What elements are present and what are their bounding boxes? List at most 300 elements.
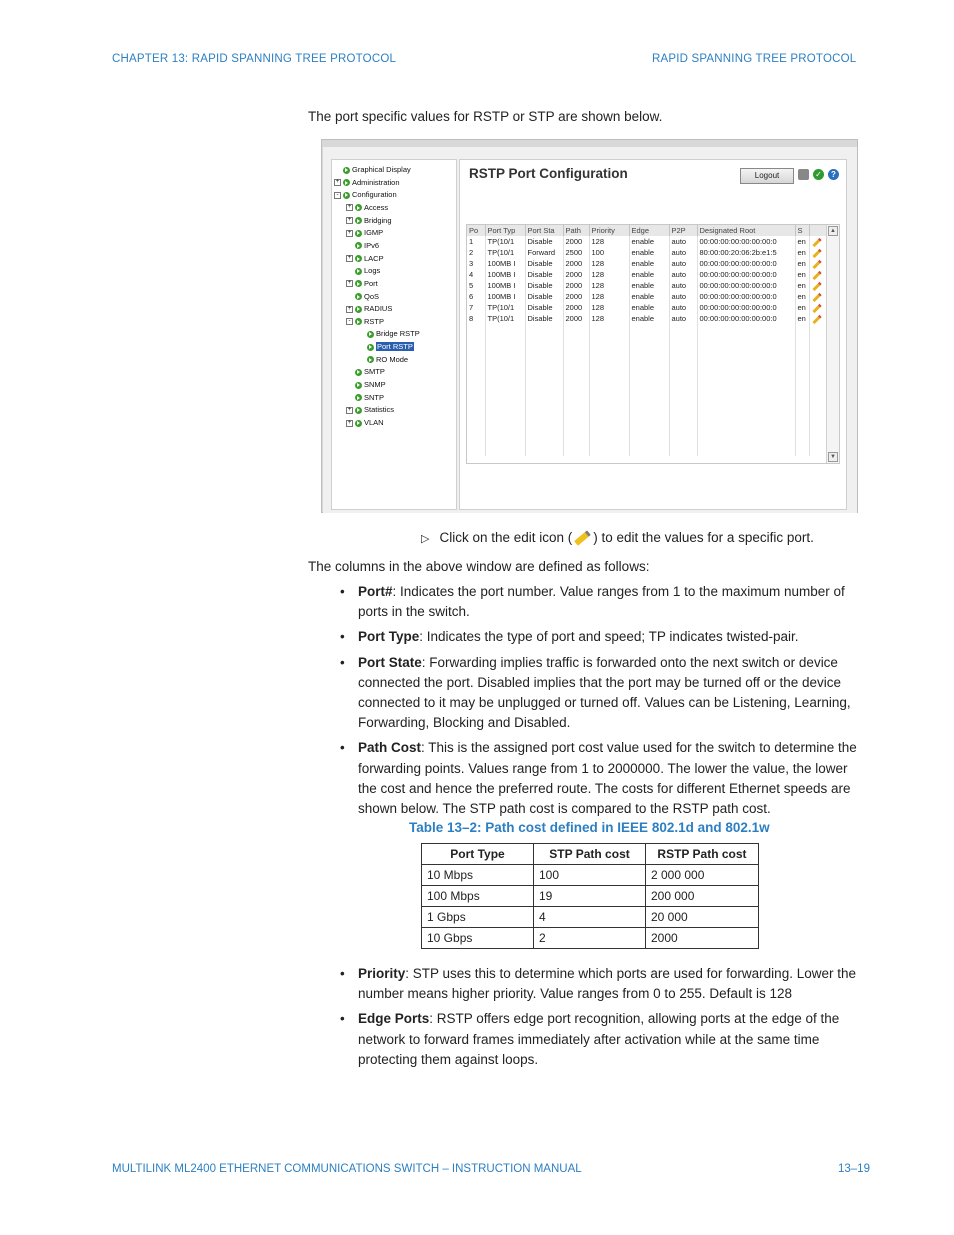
nav-item[interactable] (346, 417, 384, 428)
empty-cell (563, 434, 589, 445)
nav-item[interactable] (346, 366, 385, 377)
empty-cell (795, 379, 809, 390)
table-cell: Disable (525, 302, 563, 313)
empty-cell (795, 390, 809, 401)
table-cell: 00:00:00:00:00:00:00:0 (697, 302, 795, 313)
expand-toggle-icon[interactable]: + (347, 280, 352, 287)
empty-cell (563, 401, 589, 412)
arrow-circle-icon (355, 242, 362, 249)
nav-item-label: RSTP (364, 316, 385, 326)
edit-icon[interactable] (812, 259, 821, 268)
table-cell: TP(10/1 (485, 313, 525, 324)
table-cell: en (795, 302, 809, 313)
edit-icon[interactable] (812, 292, 821, 301)
nav-item[interactable] (358, 354, 408, 365)
empty-cell (589, 401, 629, 412)
nav-item[interactable] (346, 215, 392, 226)
list-item (340, 582, 870, 622)
empty-row (467, 412, 827, 423)
empty-cell (697, 412, 795, 423)
nav-item[interactable] (358, 328, 420, 339)
nav-item-label: SMTP (364, 367, 385, 377)
rstp-port-config-screenshot (321, 139, 858, 513)
empty-cell (629, 390, 669, 401)
empty-cell (795, 368, 809, 379)
empty-cell (697, 423, 795, 434)
edit-icon[interactable] (812, 314, 821, 323)
definition: : Indicates the port number. Value ranges from 1 to the maximum number of ports in the switch. (358, 584, 845, 620)
running-header-chapter: CHAPTER 13: RAPID SPANNING TREE PROTOCOL (112, 53, 397, 65)
table-cell: 3 (467, 258, 485, 269)
table-cell: 128 (589, 302, 629, 313)
term: Port Type (358, 629, 420, 645)
definition: : Indicates the type of port and speed; TP indicates twisted-pair. (419, 629, 799, 645)
empty-cell (485, 412, 525, 423)
table-cell: 128 (589, 269, 629, 280)
empty-cell (525, 346, 563, 357)
arrow-circle-icon (355, 217, 362, 224)
column-header[interactable]: S (795, 225, 809, 236)
table-row (422, 886, 759, 907)
empty-cell (697, 335, 795, 346)
arrow-circle-icon (355, 382, 362, 389)
empty-cell (669, 423, 697, 434)
arrow-circle-icon (355, 280, 362, 287)
table-cell: auto (669, 236, 697, 247)
empty-cell (795, 412, 809, 423)
table-cell: auto (669, 247, 697, 258)
expand-toggle-icon[interactable]: + (347, 406, 352, 413)
intro-paragraph: The port specific values for RSTP or STP are shown below. (308, 109, 663, 124)
edit-icon (574, 531, 591, 547)
empty-cell (525, 423, 563, 434)
term: Priority (358, 966, 406, 981)
empty-cell (669, 401, 697, 412)
table-cell: 6 (467, 291, 485, 302)
empty-cell (467, 390, 485, 401)
table-cell: 4 (534, 907, 646, 928)
expand-toggle-icon[interactable]: + (335, 179, 340, 186)
table-cell: Disable (525, 236, 563, 247)
empty-cell (485, 335, 525, 346)
nav-item[interactable] (334, 189, 397, 200)
column-header[interactable]: Po (467, 225, 485, 236)
empty-cell (525, 445, 563, 456)
table-cell: enable (629, 247, 669, 258)
nav-item[interactable] (346, 316, 384, 327)
table-cell: 100MB I (485, 291, 525, 302)
empty-cell (795, 423, 809, 434)
empty-cell (589, 335, 629, 346)
arrow-circle-icon (355, 369, 362, 376)
arrow-circle-icon (355, 230, 362, 237)
navigation-tree (331, 159, 457, 510)
nav-item-label: Logs (364, 266, 381, 276)
empty-row (467, 368, 827, 379)
edit-cell[interactable] (809, 313, 827, 324)
table-cell: 7 (467, 302, 485, 313)
list-item (340, 738, 870, 819)
definition: : STP uses this to determine which ports are used for forwarding. Lower the number means higher priority. Value ranges from 0 to 255. Default is 128 (358, 966, 856, 1002)
table-row[interactable] (467, 247, 827, 258)
expand-toggle-icon[interactable]: + (347, 204, 352, 211)
column-header[interactable]: Port Typ (485, 225, 525, 236)
empty-cell (485, 379, 525, 390)
empty-cell (467, 412, 485, 423)
empty-cell (795, 324, 809, 335)
empty-row (467, 335, 827, 346)
arrow-circle-icon (355, 268, 362, 275)
nav-item[interactable] (346, 379, 386, 390)
empty-cell (485, 368, 525, 379)
column-definitions-list-continued (340, 964, 870, 1075)
empty-cell (563, 379, 589, 390)
expand-toggle-icon[interactable]: + (347, 217, 352, 224)
expand-toggle-icon[interactable]: + (347, 229, 352, 236)
nav-item-label: QoS (364, 291, 380, 301)
empty-cell (809, 346, 827, 357)
empty-cell (629, 445, 669, 456)
edit-cell[interactable] (809, 280, 827, 291)
table-cell: Disable (525, 269, 563, 280)
table-cell: 128 (589, 313, 629, 324)
empty-cell (485, 324, 525, 335)
nav-item[interactable] (346, 392, 384, 403)
empty-cell (809, 423, 827, 434)
nav-item-label: Graphical Display (352, 165, 411, 174)
column-header: RSTP Path cost (646, 844, 759, 865)
nav-item-label: Access (364, 202, 389, 212)
empty-cell (467, 368, 485, 379)
table-cell: auto (669, 280, 697, 291)
empty-row (467, 401, 827, 412)
column-header[interactable]: Designated Root (697, 225, 795, 236)
table-cell: 1 (467, 236, 485, 247)
empty-cell (589, 445, 629, 456)
table-cell: 2000 (563, 313, 589, 324)
arrow-circle-icon (343, 167, 350, 174)
empty-cell (563, 423, 589, 434)
empty-cell (669, 324, 697, 335)
table-cell: 2000 (646, 928, 759, 949)
arrow-circle-icon (355, 318, 362, 325)
nav-item[interactable] (346, 303, 392, 314)
empty-cell (697, 346, 795, 357)
table-cell: 2000 (563, 291, 589, 302)
edit-cell[interactable] (809, 302, 827, 313)
expand-toggle-icon[interactable]: - (334, 192, 341, 199)
nav-item-label: Bridge RSTP (376, 329, 420, 339)
edit-cell[interactable] (809, 258, 827, 269)
column-header[interactable]: Priority (589, 225, 629, 236)
logout-button[interactable]: Logout (740, 168, 794, 184)
empty-cell (467, 423, 485, 434)
empty-cell (467, 445, 485, 456)
table-cell: 00:00:00:00:00:00:00:0 (697, 258, 795, 269)
nav-item-label: Statistics (364, 405, 395, 415)
empty-cell (485, 357, 525, 368)
table-cell: enable (629, 236, 669, 247)
term: Port State (358, 654, 422, 670)
table-row[interactable] (467, 280, 827, 291)
table-cell: Disable (525, 313, 563, 324)
table-cell: en (795, 236, 809, 247)
nav-item-label: RO Mode (376, 354, 409, 364)
table-cell: 2000 (563, 269, 589, 280)
table-cell: auto (669, 291, 697, 302)
edit-icon[interactable] (812, 270, 821, 279)
term: Port# (358, 584, 393, 599)
empty-cell (467, 379, 485, 390)
empty-cell (589, 357, 629, 368)
table-cell: 128 (589, 291, 629, 302)
nav-item-label: Configuration (352, 190, 397, 200)
empty-cell (697, 379, 795, 390)
column-header: Port Type (422, 844, 534, 865)
nav-item-label: Port (364, 278, 378, 288)
columns-intro: The columns in the above window are defined as follows: (308, 559, 650, 574)
table-cell: 20 000 (646, 907, 759, 928)
empty-cell (563, 335, 589, 346)
list-item (340, 964, 870, 1004)
arrow-circle-icon (355, 407, 362, 414)
empty-cell (563, 357, 589, 368)
table-cell: 100MB I (485, 258, 525, 269)
empty-cell (669, 445, 697, 456)
empty-cell (795, 434, 809, 445)
panel-title: RSTP Port Configuration (469, 166, 628, 181)
column-definitions-list (340, 582, 870, 824)
nav-item[interactable] (346, 404, 394, 415)
nav-item[interactable] (346, 278, 378, 289)
table-cell: 2000 (563, 302, 589, 313)
empty-row (467, 346, 827, 357)
column-header[interactable]: P2P (669, 225, 697, 236)
empty-cell (467, 357, 485, 368)
table-cell: 10 Mbps (422, 865, 534, 886)
empty-cell (669, 335, 697, 346)
table-row[interactable] (467, 291, 827, 302)
empty-cell (809, 445, 827, 456)
empty-cell (589, 423, 629, 434)
table-cell: en (795, 269, 809, 280)
table-cell: 19 (534, 886, 646, 907)
table-cell: 2000 (563, 280, 589, 291)
port-table (467, 225, 828, 456)
empty-cell (629, 368, 669, 379)
column-header[interactable]: Port Sta (525, 225, 563, 236)
edit-cell[interactable] (809, 291, 827, 302)
empty-cell (467, 434, 485, 445)
expand-toggle-icon[interactable]: - (346, 318, 353, 325)
table-cell: TP(10/1 (485, 302, 525, 313)
help-icon[interactable]: ? (828, 169, 839, 180)
table-cell: 2 (467, 247, 485, 258)
instruction-step (421, 530, 814, 545)
empty-row (467, 379, 827, 390)
nav-item[interactable] (346, 291, 379, 302)
empty-cell (485, 401, 525, 412)
empty-cell (589, 346, 629, 357)
grid-scrollbar[interactable] (826, 225, 839, 463)
nav-item[interactable] (334, 164, 411, 175)
empty-cell (589, 390, 629, 401)
edit-icon[interactable] (812, 237, 821, 246)
table-row (422, 928, 759, 949)
definition: : Forwarding implies traffic is forwarded onto the next switch or device connected the port. Disabled implies that the port may be turned off or the device connected to it may be unplugged or turned off. Values can be Listening, Learning, Forwarding, Blocking and Disabled. (358, 654, 851, 731)
nav-item[interactable] (346, 227, 383, 238)
table-cell: en (795, 313, 809, 324)
empty-cell (629, 434, 669, 445)
table-cell: Disable (525, 280, 563, 291)
empty-cell (589, 368, 629, 379)
table-cell: 8 (467, 313, 485, 324)
empty-cell (795, 445, 809, 456)
table-cell: 128 (589, 280, 629, 291)
edit-cell[interactable] (809, 269, 827, 280)
save-icon[interactable] (798, 169, 809, 180)
table-cell: TP(10/1 (485, 247, 525, 258)
empty-row (467, 445, 827, 456)
empty-cell (485, 423, 525, 434)
arrow-circle-icon (355, 255, 362, 262)
expand-toggle-icon[interactable]: + (347, 255, 352, 262)
nav-item[interactable] (346, 265, 380, 276)
empty-row (467, 434, 827, 445)
step-text-after: ) to edit the values for a specific port. (593, 530, 814, 545)
empty-cell (809, 412, 827, 423)
table-cell: auto (669, 302, 697, 313)
arrow-circle-icon (367, 331, 374, 338)
edit-cell[interactable] (809, 247, 827, 258)
empty-cell (669, 346, 697, 357)
nav-item-label: Port RSTP (377, 342, 413, 352)
list-item (340, 627, 870, 647)
table-cell: Disable (525, 291, 563, 302)
empty-cell (697, 434, 795, 445)
empty-cell (589, 434, 629, 445)
step-text-before: Click on the edit icon ( (439, 530, 573, 545)
running-header-section: RAPID SPANNING TREE PROTOCOL (652, 53, 857, 65)
table-cell: 00:00:00:00:00:00:00:0 (697, 269, 795, 280)
table-row[interactable] (467, 302, 827, 313)
expand-toggle-icon[interactable]: + (347, 305, 352, 312)
table-row[interactable] (467, 258, 827, 269)
table-row (422, 865, 759, 886)
scroll-up-icon[interactable]: ▲ (828, 226, 838, 236)
arrow-circle-icon (355, 293, 362, 300)
empty-cell (629, 346, 669, 357)
column-header: STP Path cost (534, 844, 646, 865)
table-cell: Forward (525, 247, 563, 258)
table-cell: enable (629, 280, 669, 291)
table-cell: 00:00:00:00:00:00:00:0 (697, 280, 795, 291)
nav-item[interactable] (334, 177, 400, 188)
empty-cell (809, 368, 827, 379)
table-cell: 2 000 000 (646, 865, 759, 886)
arrow-circle-icon (355, 420, 362, 427)
table-cell: 4 (467, 269, 485, 280)
empty-cell (525, 368, 563, 379)
path-cost-table (421, 843, 759, 949)
empty-cell (669, 368, 697, 379)
empty-cell (669, 379, 697, 390)
table-cell: 100 (534, 865, 646, 886)
empty-cell (485, 346, 525, 357)
nav-item-label: VLAN (364, 418, 384, 427)
nav-item[interactable] (358, 341, 414, 352)
main-panel (459, 159, 847, 510)
table-cell: 00:00:00:00:00:00:00:0 (697, 313, 795, 324)
edit-cell[interactable] (809, 236, 827, 247)
table-row[interactable] (467, 313, 827, 324)
empty-cell (525, 390, 563, 401)
table-cell: 100MB I (485, 269, 525, 280)
port-grid (466, 224, 840, 464)
scroll-down-icon[interactable]: ▼ (828, 452, 838, 462)
table-cell: 80:00:00:20:06:2b:e1:5 (697, 247, 795, 258)
empty-cell (525, 324, 563, 335)
step-triangle-icon: ▷ (421, 533, 430, 545)
empty-cell (697, 401, 795, 412)
column-header-edit (809, 225, 827, 236)
table-row[interactable] (467, 236, 827, 247)
empty-cell (467, 346, 485, 357)
empty-cell (525, 357, 563, 368)
column-header[interactable]: Edge (629, 225, 669, 236)
empty-cell (563, 412, 589, 423)
table-cell: TP(10/1 (485, 236, 525, 247)
empty-cell (629, 324, 669, 335)
nav-item[interactable] (346, 202, 388, 213)
empty-cell (809, 357, 827, 368)
empty-cell (563, 390, 589, 401)
edit-icon[interactable] (812, 281, 821, 290)
edit-icon[interactable] (812, 303, 821, 312)
table-cell: enable (629, 291, 669, 302)
table-cell: enable (629, 269, 669, 280)
empty-cell (629, 423, 669, 434)
empty-cell (697, 324, 795, 335)
empty-cell (629, 379, 669, 390)
empty-row (467, 324, 827, 335)
empty-cell (629, 335, 669, 346)
empty-cell (697, 368, 795, 379)
footer-manual-title: MULTILINK ML2400 ETHERNET COMMUNICATIONS SWITCH – INSTRUCTION MANUAL (112, 1163, 582, 1175)
empty-cell (467, 324, 485, 335)
table-cell: 128 (589, 236, 629, 247)
nav-item[interactable] (346, 240, 379, 251)
empty-cell (525, 379, 563, 390)
refresh-icon[interactable]: ✓ (813, 169, 824, 180)
table-row[interactable] (467, 269, 827, 280)
empty-cell (795, 335, 809, 346)
table-caption: Table 13–2: Path cost defined in IEEE 802.1d and 802.1w (409, 820, 770, 835)
empty-cell (563, 324, 589, 335)
empty-cell (525, 401, 563, 412)
expand-toggle-icon[interactable]: + (347, 419, 352, 426)
empty-cell (809, 335, 827, 346)
nav-item[interactable] (346, 253, 384, 264)
empty-cell (525, 412, 563, 423)
column-header[interactable]: Path (563, 225, 589, 236)
edit-icon[interactable] (812, 248, 821, 257)
table-cell: en (795, 280, 809, 291)
arrow-circle-icon (355, 394, 362, 401)
empty-cell (589, 412, 629, 423)
empty-cell (697, 357, 795, 368)
table-cell: 2000 (563, 258, 589, 269)
